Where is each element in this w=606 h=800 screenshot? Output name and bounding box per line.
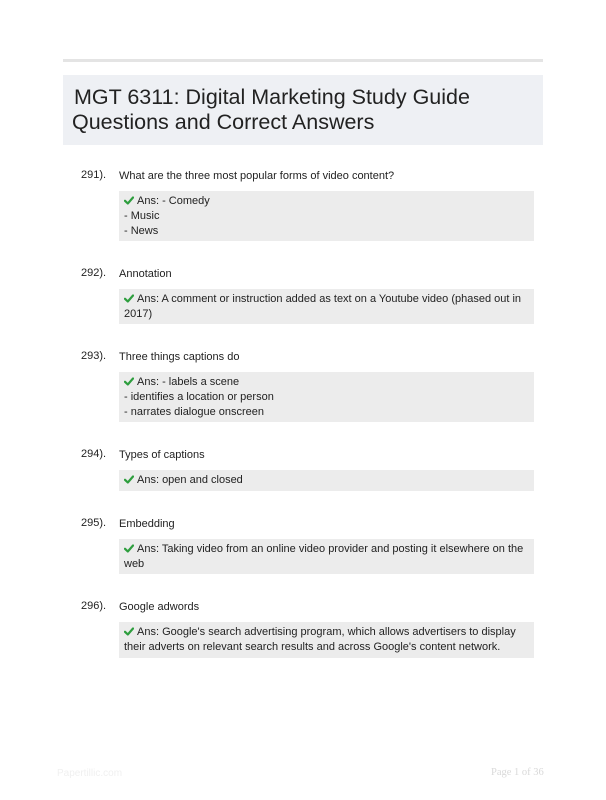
checkmark-icon	[124, 377, 134, 386]
answer-box	[119, 289, 534, 324]
checkmark-icon	[124, 475, 134, 484]
page-indicator: Page 1 of 36	[491, 767, 544, 778]
title-banner	[63, 75, 543, 145]
answer-box	[119, 539, 534, 574]
answer-line: Ans: A comment or instruction added as text on a Youtube video (phased out in 2017)	[124, 293, 522, 320]
question-number: 292).	[81, 267, 107, 279]
answer-line: Ans: open and closed	[124, 473, 529, 488]
question-number: 294).	[81, 448, 107, 460]
question-number: 293).	[81, 350, 107, 362]
answer-line: Ans: - Comedy	[124, 194, 529, 209]
question-text: Embedding	[119, 518, 175, 530]
answer-box	[119, 191, 534, 241]
document-title	[72, 85, 533, 134]
question-number: 295).	[81, 517, 107, 529]
answer-box	[119, 372, 534, 422]
answer-line: Ans: - labels a scene	[124, 375, 529, 390]
top-divider	[63, 59, 543, 62]
question-number: 291).	[81, 169, 107, 181]
question-text: Types of captions	[119, 449, 205, 461]
question-text: Annotation	[119, 268, 172, 280]
answer-box	[119, 470, 534, 491]
answer-box	[119, 622, 534, 658]
answer-line: Ans: Google's search advertising program, which allows advertisers to display their adverts on relevant search results and across Google's content network.	[124, 626, 516, 653]
question-text: Google adwords	[119, 601, 200, 613]
question-number: 296).	[81, 600, 107, 612]
checkmark-icon	[124, 294, 134, 303]
answer-line: - identifies a location or person	[124, 391, 274, 403]
title-line-1: MGT 6311: Digital Marketing Study Guide	[74, 85, 470, 109]
answer-line: - narrates dialogue onscreen	[124, 406, 265, 418]
question-text: Three things captions do	[119, 351, 240, 363]
answer-line: Ans: Taking video from an online video provider and posting it elsewhere on the web	[124, 543, 524, 570]
checkmark-icon	[124, 544, 134, 553]
checkmark-icon	[124, 627, 134, 636]
answer-line: - Music	[124, 210, 160, 222]
answer-line: - News	[124, 225, 159, 237]
question-text: What are the three most popular forms of video content?	[119, 170, 395, 182]
title-line-2: Questions and Correct Answers	[72, 109, 375, 134]
footer-watermark: Papertillic.com	[57, 768, 123, 779]
checkmark-icon	[124, 196, 134, 205]
